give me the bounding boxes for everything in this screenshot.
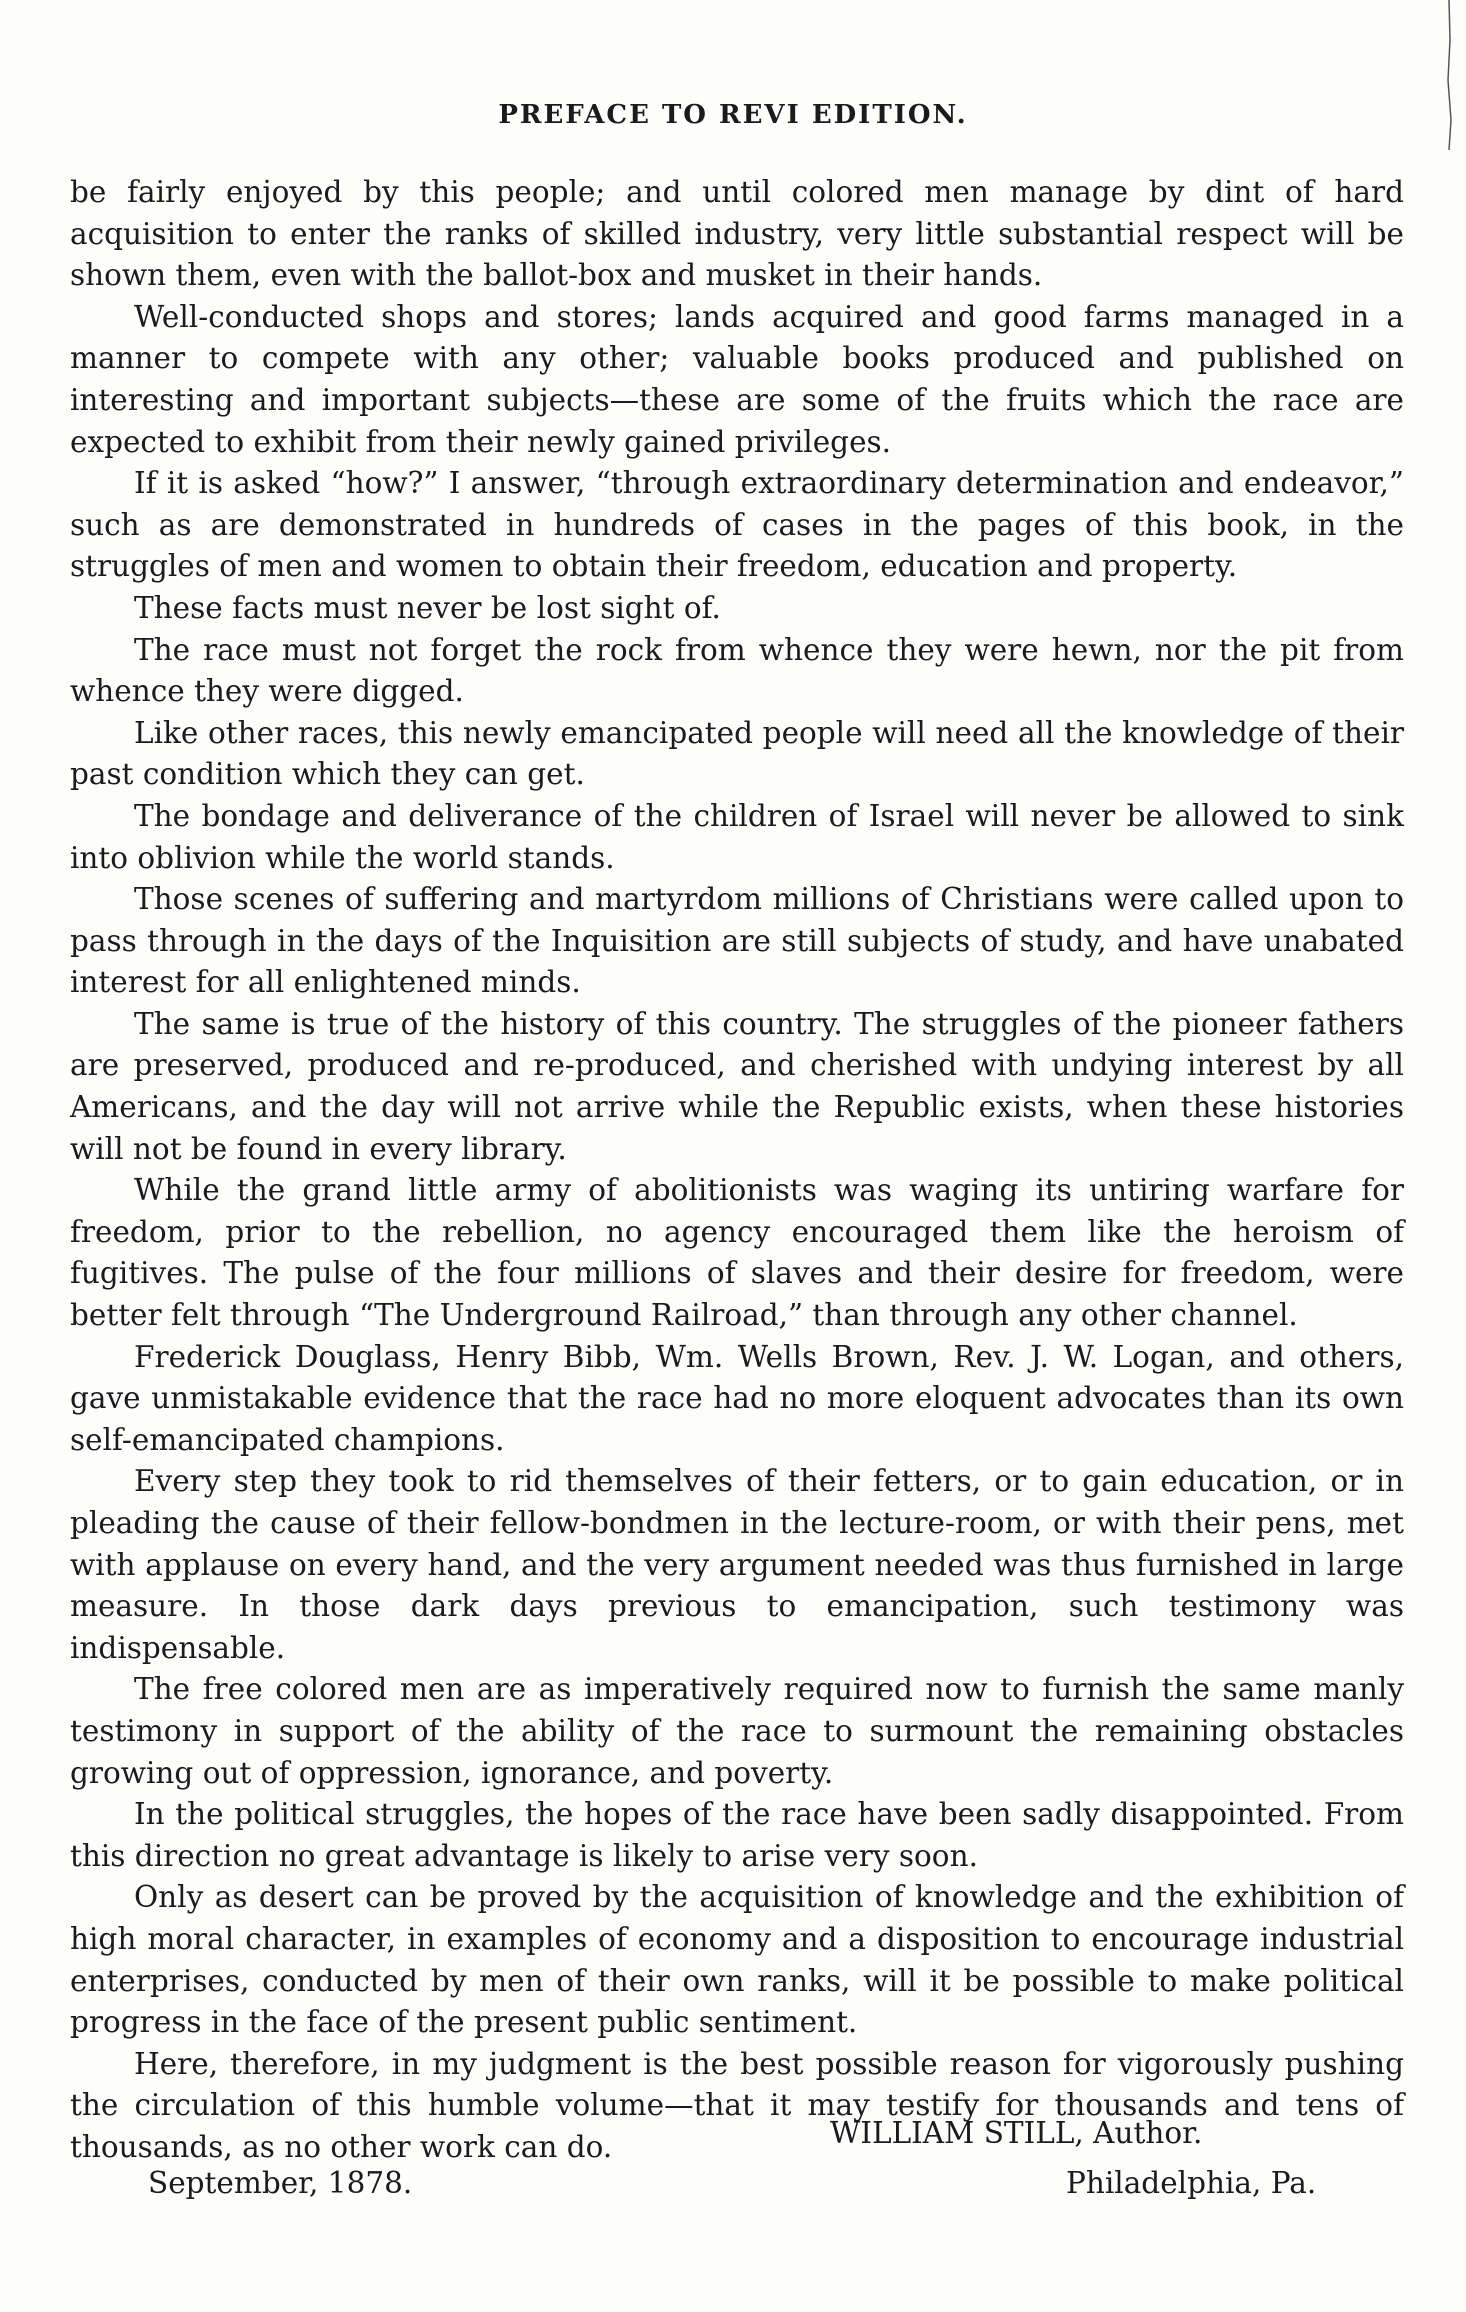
paragraph: The bondage and deliverance of the children of Israel will never be allowed to sink into oblivion while the world stands. xyxy=(70,798,1404,875)
preface-place: Philadelphia, Pa. xyxy=(1066,2166,1317,2200)
paragraph: The same is true of the history of this country. The struggles of the pioneer fathers are preserved, produced and re-produced, and cherished with undying interest by all Americans, and the day will not arrive while the Republic exists, when these histories will not be found in every library. xyxy=(70,1006,1404,1166)
paragraph: Only as desert can be proved by the acquisition of knowledge and the exhibition of high moral character, in examples of economy and a disposition to encourage industrial enterprises, conducted by men of their own ranks, will it be possible to make political progress in the face of the present public sentiment. xyxy=(70,1880,1404,2040)
paragraph: be fairly enjoyed by this people; and until colored men manage by dint of hard acquisition to enter the ranks of skilled industry, very little substantial respect will be shown them, even with the ballot-box and musket in their hands. xyxy=(70,175,1404,293)
paragraph: Those scenes of suffering and martyrdom millions of Christians were called upon to pass through in the days of the Inquisition are still subjects of study, and have unabated interest for all enlightened minds. xyxy=(70,882,1404,1000)
paragraph: These facts must never be lost sight of. xyxy=(134,590,721,625)
author-signature: WILLIAM STILL, Author. xyxy=(830,2116,1203,2150)
paragraph: Like other races, this newly emancipated people will need all the knowledge of their past condition which they can get. xyxy=(70,715,1404,792)
paragraph: Well-conducted shops and stores; lands acquired and good farms managed in a manner to compete with any other; valuable books produced and published on interesting and important subjects—these are some of the fruits which the race are expected to exhibit from their newly gained privileges. xyxy=(70,299,1404,459)
running-head: PREFACE TO REVI EDITION. xyxy=(498,100,968,130)
preface-body xyxy=(70,172,1404,2169)
preface-date: September, 1878. xyxy=(148,2166,413,2200)
paragraph: Every step they took to rid themselves of their fetters, or to gain education, or in pleading the cause of their fellow-bondmen in the lecture-room, or with their pens, met with applause on every hand, and the very argument needed was thus furnished in large measure. In those dark days previous to emancipation, such testimony was indispensable. xyxy=(70,1464,1404,1665)
paragraph: The free colored men are as imperatively required now to furnish the same manly testimony in support of the ability of the race to surmount the remaining obstacles growing out of oppression, ignorance, and poverty. xyxy=(70,1672,1404,1790)
paragraph: If it is asked “how?” I answer, “through extraordinary determination and endeavor,” such as are demonstrated in hundreds of cases in the pages of this book, in the struggles of men and women to obtain their freedom, education and property. xyxy=(70,466,1404,584)
page-edge-mark xyxy=(1440,0,1458,150)
signature-block xyxy=(70,2112,1404,2212)
paragraph: Frederick Douglass, Henry Bibb, Wm. Wells Brown, Rev. J. W. Logan, and others, gave unmistakable evidence that the race had no more eloquent advocates than its own self-emancipated champions. xyxy=(70,1339,1404,1457)
paragraph: While the grand little army of abolitionists was waging its untiring warfare for freedom, prior to the rebellion, no agency encouraged them like the heroism of fugitives. The pulse of the four millions of slaves and their desire for freedom, were better felt through “The Underground Railroad,” than through any other channel. xyxy=(70,1173,1404,1333)
paragraph: In the political struggles, the hopes of the race have been sadly disappointed. From this direction no great advantage is likely to arise very soon. xyxy=(70,1797,1404,1873)
paragraph: The race must not forget the rock from whence they were hewn, nor the pit from whence they were digged. xyxy=(70,632,1404,709)
paragraph: Here, therefore, in my judgment is the best possible reason for vigorously pushing the circulation of this humble volume—that it may testify for thousands and tens of thousands, as no other work can do. xyxy=(70,2046,1404,2164)
